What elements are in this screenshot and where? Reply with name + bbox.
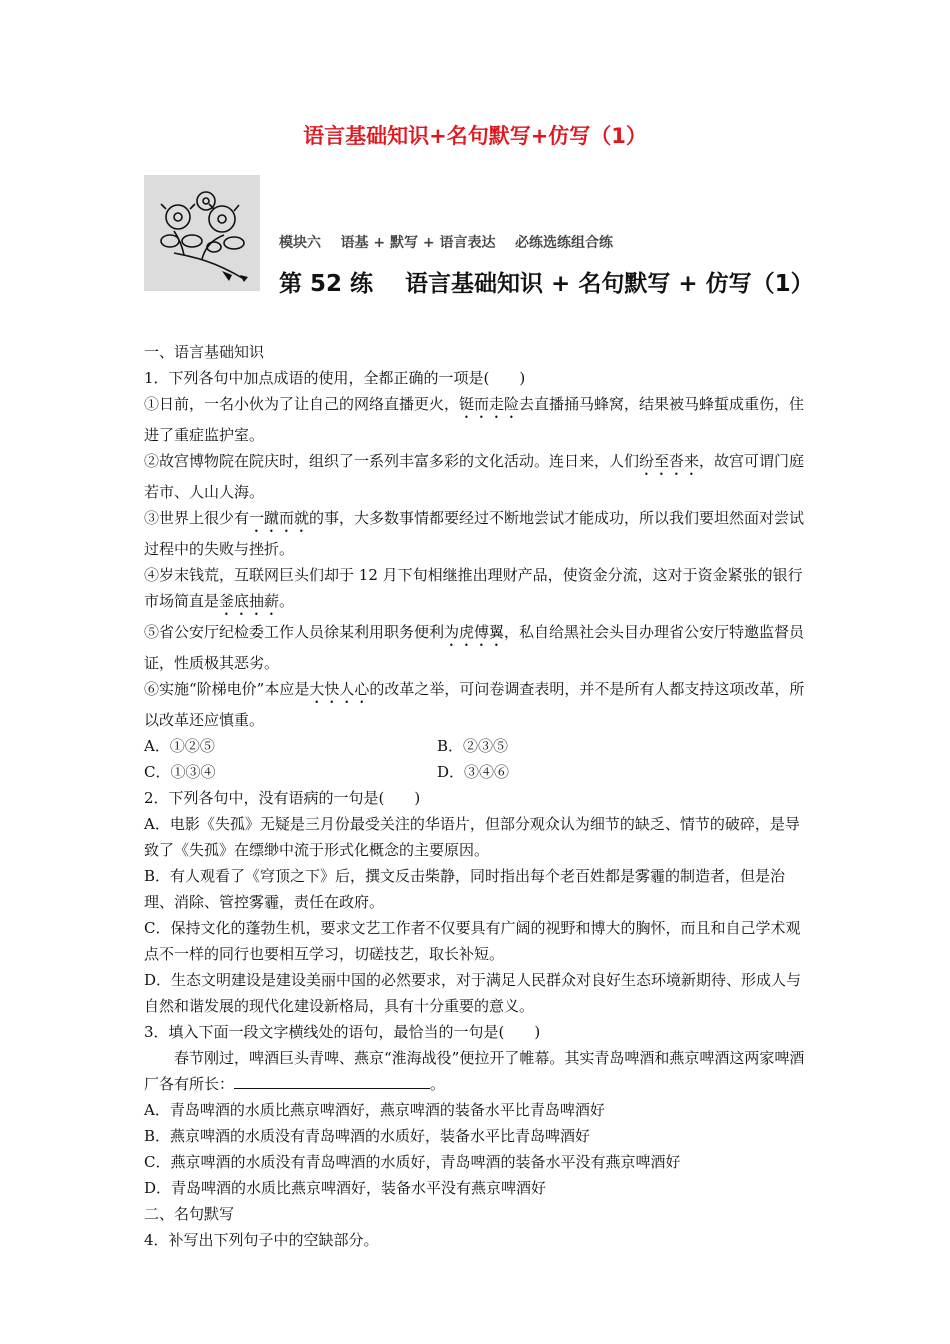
section-heading: 二、名句默写 (144, 1205, 235, 1223)
q1-options-row-1 (144, 733, 809, 759)
page-title: 语言基础知识+名句默写+仿写（1） (303, 124, 647, 148)
q2-option-c: C．保持文化的蓬勃生机，要求文艺工作者不仅要具有广阔的视野和博大的胸怀，而且和自己学术观点不一样的同行也要相互学习，切磋技艺，取长补短。 (144, 919, 801, 963)
q2-option-d: D．生态文明建设是建设美丽中国的必然要求，对于满足人民群众对良好生态环境新期待、形成人与自然和谐发展的现代化建设新格局，具有十分重要的意义。 (144, 971, 802, 1015)
q3-option-c: C．燕京啤酒的水质没有青岛啤酒的水质好，青岛啤酒的装备水平没有燕京啤酒好 (144, 1153, 681, 1171)
option-c: C．①③④ (144, 763, 216, 781)
option-d: D．③④⑥ (437, 763, 510, 781)
question-3-stem: 3．填入下面一段文字横线处的语句，最恰当的一句是( ) (144, 1023, 541, 1041)
answer-blank (234, 1074, 430, 1089)
question-1-stem: 1．下列各句中加点成语的使用，全都正确的一项是( ) (144, 369, 526, 387)
option-b: B．②③⑤ (437, 737, 509, 755)
q3-option-b: B．燕京啤酒的水质没有青岛啤酒的水质好，装备水平比青岛啤酒好 (144, 1127, 591, 1145)
section-heading: 一、语言基础知识 (144, 343, 265, 361)
q3-option-d: D．青岛啤酒的水质比燕京啤酒好，装备水平没有燕京啤酒好 (144, 1179, 547, 1197)
q2-option-a: A．电影《失孤》无疑是三月份最受关注的华语片，但部分观众认为细节的缺乏、情节的破碎，是导致了《失孤》在缥缈中流于形式化概念的主要原因。 (144, 815, 800, 859)
emphasized-idiom: 纷至沓来 (639, 452, 700, 470)
q1-sentence-4: ④岁末钱荒，互联网巨头们却于 12 月下旬相继推出理财产品，使资金分流，这对于资金紧张的银行市场简直是釜底抽薪。 (144, 566, 803, 610)
emphasized-idiom: 为虎傅翼 (444, 623, 505, 641)
emphasized-idiom: 大快人心 (309, 680, 370, 698)
question-4-stem: 4．补写出下列句子中的空缺部分。 (144, 1231, 379, 1249)
plum-blossom-illustration (144, 175, 260, 291)
q1-sentence-5: ⑤省公安厅纪检委工作人员徐某利用职务便利为虎傅翼，私自给黑社会头目办理省公安厅特邀监督员证，性质极其恶劣。 (144, 623, 805, 672)
q3-option-a: A．青岛啤酒的水质比燕京啤酒好，燕京啤酒的装备水平比青岛啤酒好 (144, 1101, 605, 1119)
question-2-stem: 2．下列各句中，没有语病的一句是( ) (144, 789, 421, 807)
exercise-content (144, 339, 809, 1253)
emphasized-idiom: 一蹴而就 (249, 509, 310, 527)
emphasized-idiom: 釜底抽薪 (219, 592, 280, 610)
emphasized-idiom: 铤而走险 (459, 395, 520, 413)
q3-passage: 春节刚过，啤酒巨头青啤、燕京“淮海战役”便拉开了帷幕。其实青岛啤酒和燕京啤酒这两家啤酒厂各有所长： 。 (144, 1049, 805, 1093)
q1-sentence-2: ②故宫博物院在院庆时，组织了一系列丰富多彩的文化活动。连日来，人们纷至沓来，故宫可谓门庭若市、人山人海。 (144, 452, 805, 501)
module-subtitle: 模块六 语基 + 默写 + 语言表达 必练选练组合练 (279, 235, 613, 251)
option-a: A．①②⑤ (144, 737, 215, 755)
q2-option-b: B．有人观看了《穹顶之下》后，撰文反击柴静，同时指出每个老百姓都是雾霾的制造者，但是治理、消除、管控雾霾，责任在政府。 (144, 867, 786, 911)
lesson-title: 第 52 练 语言基础知识 + 名句默写 + 仿写（1） (279, 271, 814, 297)
q1-sentence-6: ⑥实施“阶梯电价”本应是大快人心的改革之举，可问卷调查表明，并不是所有人都支持这项改革，所以改革还应慎重。 (144, 680, 805, 729)
q1-options-row-2 (144, 759, 809, 785)
q1-sentence-1: ①日前，一名小伙为了让自己的网络直播更火，铤而走险去直播捅马蜂窝，结果被马蜂蜇成重伤，住进了重症监护室。 (144, 395, 805, 444)
q1-sentence-3: ③世界上很少有一蹴而就的事，大多数事情都要经过不断地尝试才能成功，所以我们要坦然面对尝试过程中的失败与挫折。 (144, 509, 805, 558)
